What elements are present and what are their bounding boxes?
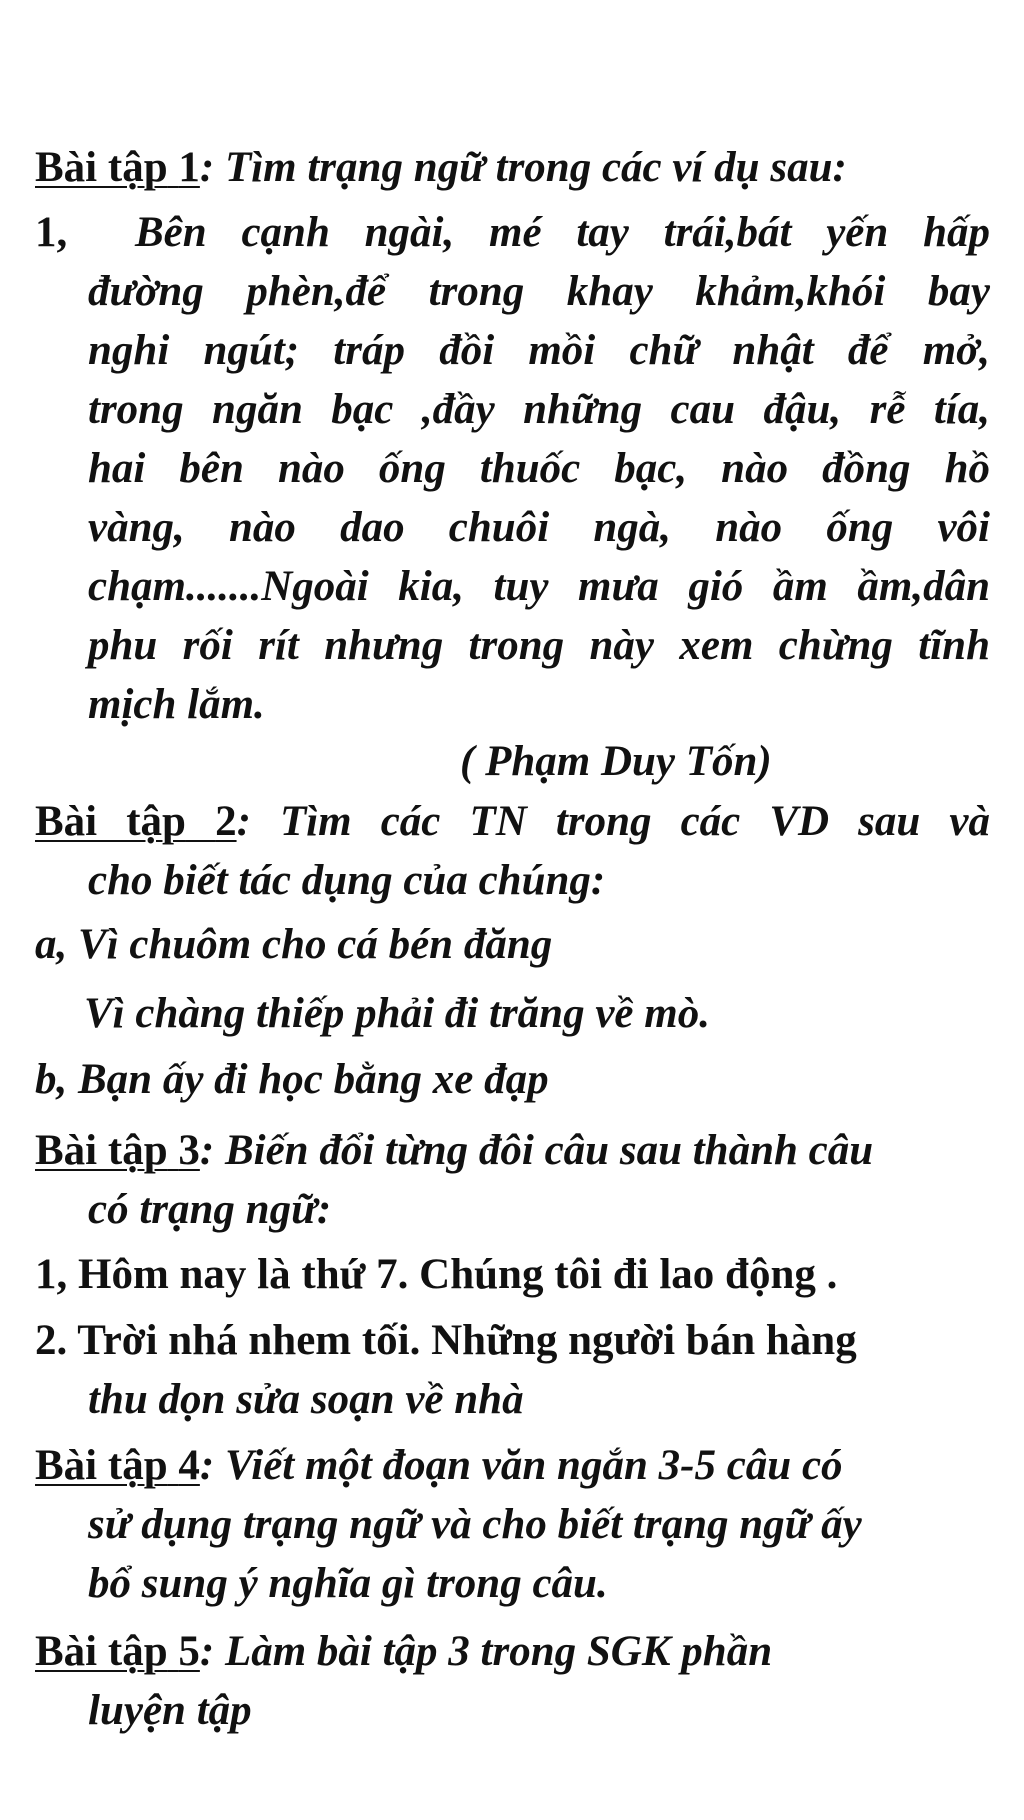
exercise-1-line-1: Bên cạnh ngài, mé tay trái,bát yến hấp (135, 209, 990, 256)
exercise-3-item-2-line-1: 2. Trời nhá nhem tối. Những người bán hàng (35, 1317, 857, 1364)
exercise-2-item-a-line-1: a, Vì chuôm cho cá bén đăng (35, 921, 553, 968)
exercise-1-line-8: phu rối rít nhưng trong này xem chừng tĩnh (88, 622, 990, 669)
exercise-4-label: Bài tập 4 (35, 1442, 200, 1489)
exercise-1-line-3: nghi ngút; tráp đồi mồi chữ nhật để mở, (88, 327, 990, 374)
exercise-2-item-a-line-2: Vì chàng thiếp phải đi trăng về mò. (84, 990, 710, 1037)
exercise-4-heading: Bài tập 4: Viết một đoạn văn ngắn 3-5 câu có (35, 1442, 843, 1489)
exercise-2-label: Bài tập 2 (35, 798, 237, 845)
exercise-1-item-marker: 1, (35, 209, 68, 256)
exercise-1-line-2: đường phèn,để trong khay khảm,khói bay (88, 268, 990, 315)
exercise-3-item-1: 1, Hôm nay là thứ 7. Chúng tôi đi lao động . (35, 1251, 838, 1298)
exercise-1-line-9: mịch lắm. (88, 681, 265, 728)
exercise-2-heading: Bài tập 2: Tìm các TN trong các VD sau và (35, 798, 991, 845)
exercise-1-label: Bài tập 1 (35, 144, 200, 191)
exercise-1-source: ( Phạm Duy Tốn) (460, 738, 772, 785)
exercise-5-title-line-2: luyện tập (88, 1687, 252, 1734)
exercise-1-heading: Bài tập 1: Tìm trạng ngữ trong các ví dụ sau: (35, 144, 847, 191)
exercise-5-heading: Bài tập 5: Làm bài tập 3 trong SGK phần (35, 1628, 773, 1675)
exercise-2-item-b: b, Bạn ấy đi học bằng xe đạp (35, 1056, 549, 1103)
exercise-2-title-line-2: cho biết tác dụng của chúng: (88, 857, 606, 904)
exercise-1-line-6: vàng, nào dao chuôi ngà, nào ống vôi (88, 504, 990, 551)
exercise-4-title-line-3: bổ sung ý nghĩa gì trong câu. (88, 1560, 608, 1607)
exercise-1-line-7: chạm.......Ngoài kia, tuy mưa gió ầm ầm,dân (88, 563, 990, 610)
exercise-3-heading: Bài tập 3: Biến đổi từng đôi câu sau thành câu (35, 1127, 874, 1174)
exercise-3-title-line-2: có trạng ngữ: (88, 1186, 332, 1233)
exercise-4-title-line-2: sử dụng trạng ngữ và cho biết trạng ngữ ấy (88, 1501, 862, 1548)
exercise-1-line-5: hai bên nào ống thuốc bạc, nào đồng hồ (88, 445, 990, 492)
exercise-1-line-4: trong ngăn bạc ,đầy những cau đậu, rễ tía, (88, 386, 990, 433)
exercise-3-label: Bài tập 3 (35, 1127, 200, 1174)
exercise-3-item-2-line-2: thu dọn sửa soạn về nhà (88, 1376, 524, 1423)
exercise-5-label: Bài tập 5 (35, 1628, 200, 1675)
